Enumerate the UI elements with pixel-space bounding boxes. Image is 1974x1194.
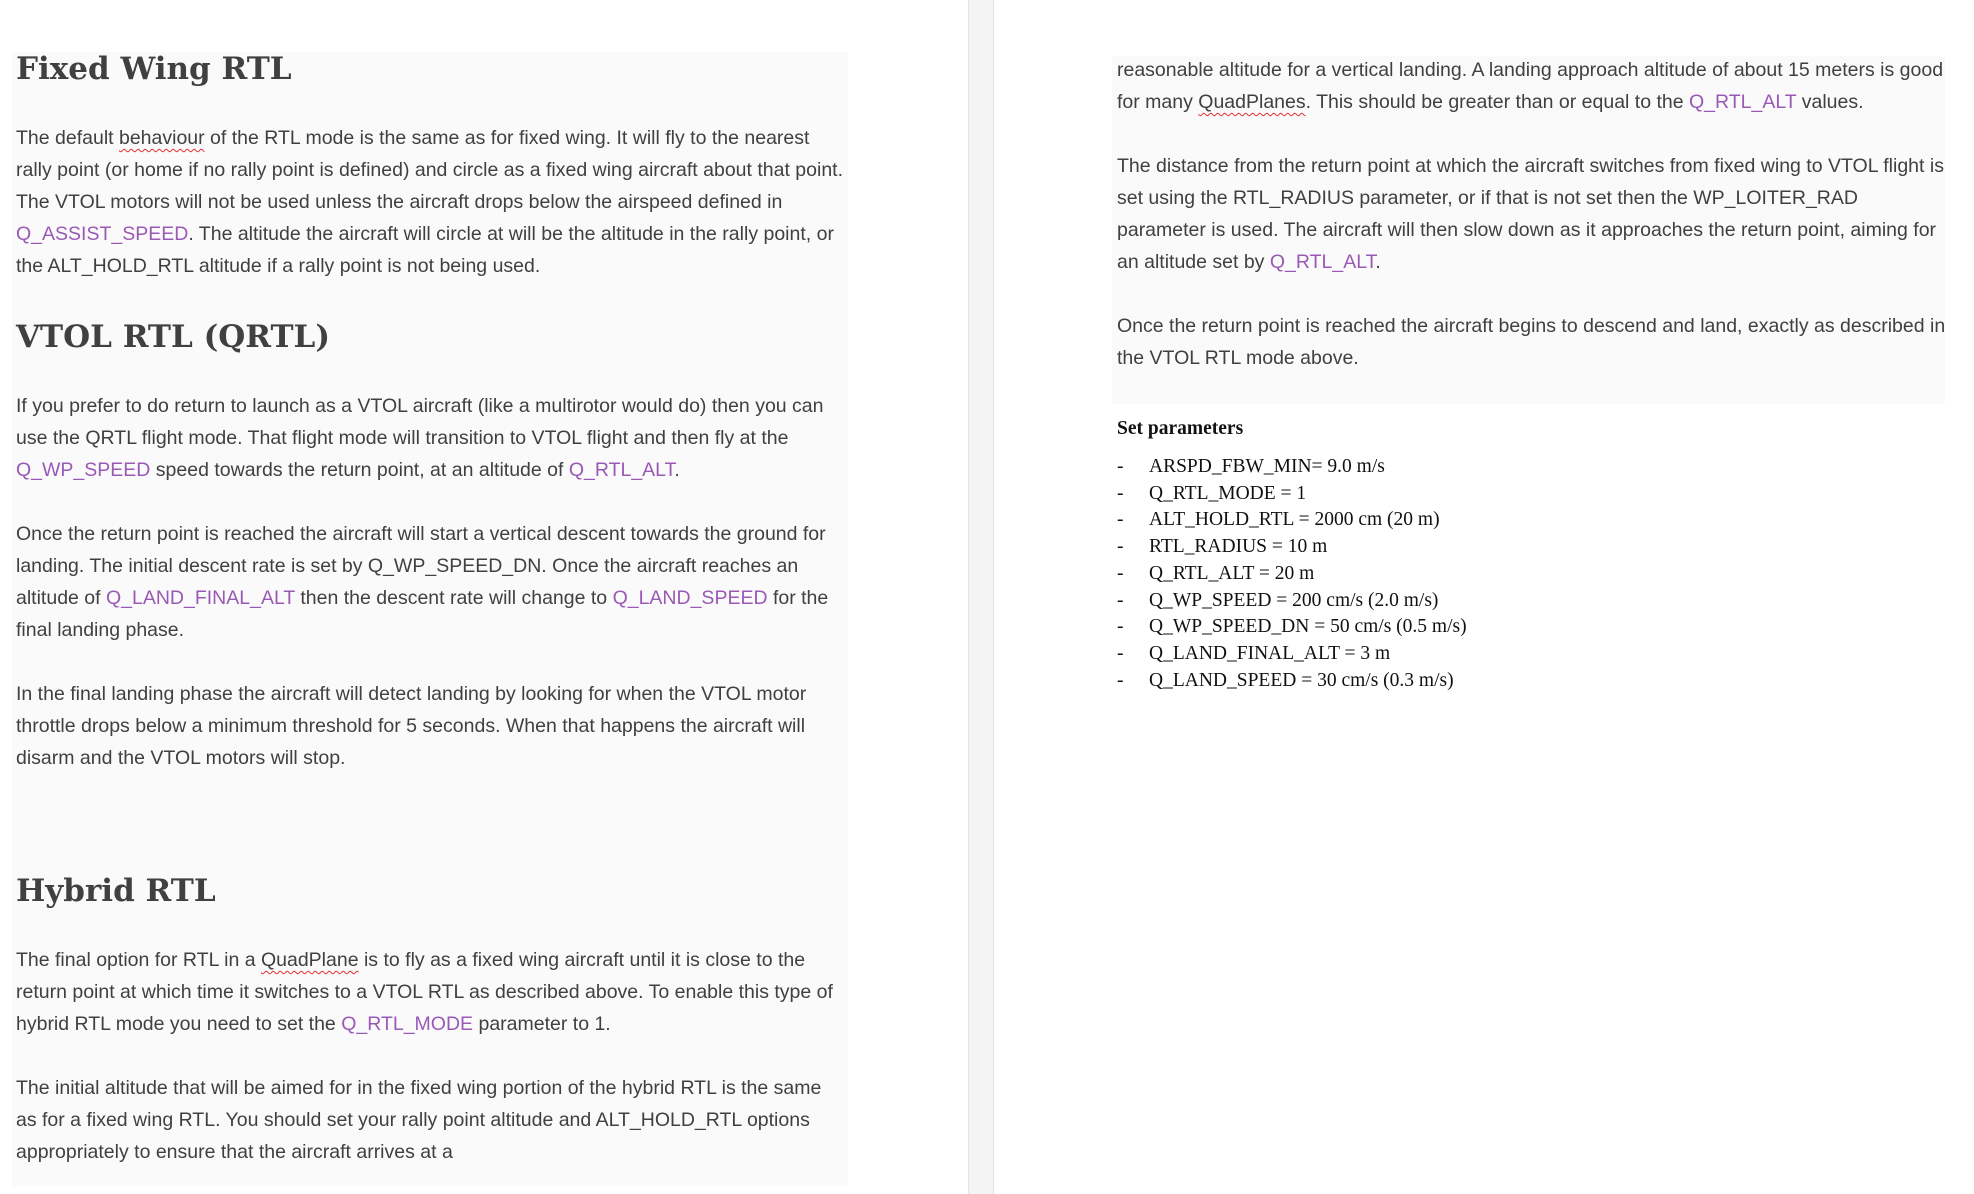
list-item: - Q_LAND_FINAL_ALT = 3 m: [1117, 641, 1947, 668]
paragraph-hybrid-1: The final option for RTL in a QuadPlane is to fly as a fixed wing aircraft until it is close to the return point at which time it switches to a VTOL RTL as described above. To enable this type of hybrid RTL mode you need to set the Q_RTL_MODE parameter to 1.: [16, 949, 833, 1035]
set-parameters-heading: Set parameters: [1117, 418, 1244, 439]
heading-hybrid-rtl: Hybrid RTL: [16, 873, 216, 909]
paragraph-vtol-1: If you prefer to do return to launch as a VTOL aircraft (like a multirotor would do) then you can use the QRTL flight mode. That flight mode will transition to VTOL flight and then fly at the Q_WP_SPEED speed towards the return point, at an altitude of Q_RTL_ALT.: [16, 395, 824, 481]
list-item: - ARSPD_FBW_MIN= 9.0 m/s: [1117, 454, 1947, 481]
paragraph-hybrid-5: Once the return point is reached the aircraft begins to descend and land, exactly as described in the VTOL RTL mode above.: [1117, 315, 1946, 369]
list-item: - Q_WP_SPEED_DN = 50 cm/s (0.5 m/s): [1117, 614, 1947, 641]
list-item: - Q_WP_SPEED = 200 cm/s (2.0 m/s): [1117, 588, 1947, 615]
link-q-rtl-alt[interactable]: Q_RTL_ALT: [1269, 251, 1376, 273]
list-item: - Q_RTL_MODE = 1: [1117, 481, 1947, 508]
paragraph-hybrid-2: The initial altitude that will be aimed for in the fixed wing portion of the hybrid RTL is the same as for a fixed wing RTL. You should set your rally point altitude and ALT_HOLD_RTL options appropriately to ensure that the aircraft arrives at a: [16, 1077, 822, 1163]
document-page-left: [0, 0, 968, 1194]
link-q-assist-speed[interactable]: Q_ASSIST_SPEED: [16, 223, 189, 245]
link-q-rtl-mode[interactable]: Q_RTL_MODE: [341, 1013, 474, 1035]
heading-fixed-wing-rtl: Fixed Wing RTL: [16, 51, 292, 87]
spellcheck-word[interactable]: QuadPlane: [260, 949, 359, 971]
link-q-land-speed[interactable]: Q_LAND_SPEED: [612, 587, 768, 609]
link-q-land-final-alt[interactable]: Q_LAND_FINAL_ALT: [105, 587, 295, 609]
list-item: - Q_RTL_ALT = 20 m: [1117, 561, 1947, 588]
page-content: [1117, 54, 1947, 694]
paragraph-fixed-wing: The default behaviour of the RTL mode is the same as for fixed wing. It will fly to the nearest rally point (or home if no rally point is defined) and circle as a fixed wing aircraft about that point. The VTOL motors will not be used unless the aircraft drops below the airspeed defined in Q_ASSIST_SPEED. The altitude the aircraft will circle at will be the altitude in the rally point, or the ALT_HOLD_RTL altitude if a rally point is not being used.: [16, 127, 844, 277]
paragraph-hybrid-4: The distance from the return point at which the aircraft switches from fixed wing to VTOL flight is set using the RTL_RADIUS parameter, or if that is not set then the WP_LOITER_RAD parameter is used. The aircraft will then slow down as it approaches the return point, aiming for an altitude set by Q_RTL_ALT.: [1117, 155, 1944, 273]
list-item: - RTL_RADIUS = 10 m: [1117, 534, 1947, 561]
paragraph-vtol-2: Once the return point is reached the aircraft will start a vertical descent towards the ground for landing. The initial descent rate is set by Q_WP_SPEED_DN. Once the aircraft reaches an altitude of Q_LAND_FINAL_ALT then the descent rate will change to Q_LAND_SPEED for the final landing phase.: [16, 523, 829, 641]
heading-vtol-rtl: VTOL RTL (QRTL): [16, 319, 331, 355]
document-page-right: [994, 0, 1974, 1194]
link-q-rtl-alt[interactable]: Q_RTL_ALT: [568, 459, 675, 481]
page-gutter: [968, 0, 994, 1194]
parameter-list: [1117, 454, 1947, 694]
link-q-rtl-alt[interactable]: Q_RTL_ALT: [1689, 91, 1797, 113]
spellcheck-word[interactable]: QuadPlanes: [1198, 91, 1306, 113]
page-content: [16, 48, 844, 1168]
paragraph-hybrid-3: reasonable altitude for a vertical landing. A landing approach altitude of about 15 meters is good for many QuadPlanes. This should be greater than or equal to the Q_RTL_ALT values.: [1117, 59, 1944, 113]
link-q-wp-speed[interactable]: Q_WP_SPEED: [16, 459, 151, 481]
list-item: - ALT_HOLD_RTL = 2000 cm (20 m): [1117, 507, 1947, 534]
paragraph-vtol-3: In the final landing phase the aircraft will detect landing by looking for when the VTOL motor throttle drops below a minimum threshold for 5 seconds. When that happens the aircraft will disarm and the VTOL motors will stop.: [16, 683, 807, 769]
spellcheck-word[interactable]: behaviour: [118, 127, 205, 149]
list-item: - Q_LAND_SPEED = 30 cm/s (0.3 m/s): [1117, 668, 1947, 695]
